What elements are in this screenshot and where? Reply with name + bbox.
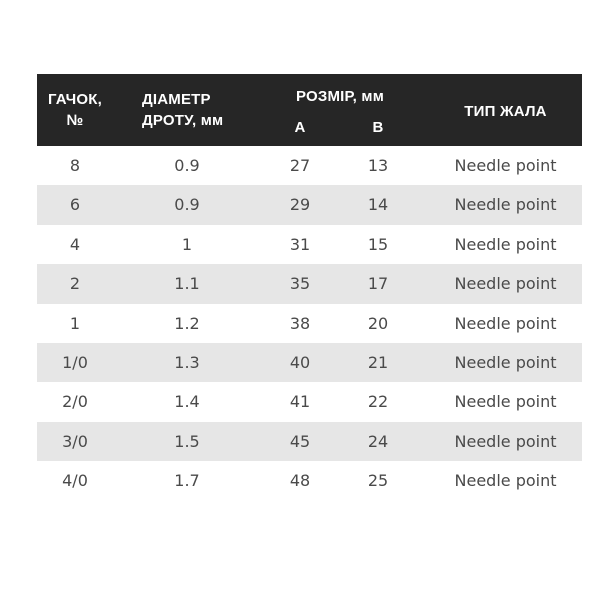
table-row bbox=[37, 225, 582, 264]
cell-size-b: 15 bbox=[367, 234, 389, 254]
cell-wire-diameter: 1.1 bbox=[174, 274, 200, 294]
table-row bbox=[37, 264, 582, 303]
cell-hook-number: 3/0 bbox=[62, 431, 88, 451]
table-row bbox=[37, 461, 582, 500]
table-row bbox=[37, 146, 582, 185]
cell-size-a: 35 bbox=[289, 274, 311, 294]
cell-size-b: 17 bbox=[367, 274, 389, 294]
cell-hook-number: 1 bbox=[69, 313, 81, 333]
header-hook-line-2: № bbox=[66, 112, 84, 129]
header-size-a: А bbox=[294, 119, 306, 136]
cell-wire-diameter: 1 bbox=[181, 234, 193, 254]
cell-size-b: 24 bbox=[367, 431, 389, 451]
cell-size-a: 29 bbox=[289, 195, 311, 215]
cell-size-a: 45 bbox=[289, 431, 311, 451]
cell-hook-number: 1/0 bbox=[62, 352, 88, 372]
cell-tip-type: Needle point bbox=[454, 313, 557, 333]
cell-size-a: 38 bbox=[289, 313, 311, 333]
cell-size-a: 41 bbox=[289, 392, 311, 412]
header-size: РОЗМІР, мм bbox=[296, 88, 384, 105]
table-row bbox=[37, 185, 582, 224]
cell-tip-type: Needle point bbox=[454, 156, 557, 175]
table-row bbox=[37, 343, 582, 382]
header-hook-line-1: ГАЧОК, bbox=[48, 91, 102, 108]
header-wire-diameter bbox=[142, 89, 223, 131]
cell-size-b: 14 bbox=[367, 195, 389, 215]
cell-hook-number: 2/0 bbox=[62, 392, 88, 412]
cell-hook-number: 8 bbox=[69, 156, 81, 175]
table-header bbox=[37, 74, 582, 146]
cell-size-b: 25 bbox=[367, 471, 389, 491]
header-wire-line-1: ДІАМЕТР bbox=[142, 91, 211, 108]
cell-wire-diameter: 1.7 bbox=[174, 471, 200, 491]
cell-size-b: 13 bbox=[367, 156, 389, 175]
cell-size-a: 27 bbox=[289, 156, 311, 175]
cell-tip-type: Needle point bbox=[454, 431, 557, 451]
cell-tip-type: Needle point bbox=[454, 392, 557, 412]
cell-wire-diameter: 1.3 bbox=[174, 352, 200, 372]
cell-wire-diameter: 1.2 bbox=[174, 313, 200, 333]
table-row bbox=[37, 382, 582, 421]
cell-size-b: 22 bbox=[367, 392, 389, 412]
cell-size-a: 31 bbox=[289, 234, 311, 254]
header-tip-type: ТИП ЖАЛА bbox=[464, 103, 547, 120]
cell-wire-diameter: 0.9 bbox=[174, 195, 200, 215]
header-size-b: В bbox=[372, 119, 384, 136]
cell-hook-number: 4 bbox=[69, 234, 81, 254]
cell-tip-type: Needle point bbox=[454, 352, 557, 372]
table-body bbox=[37, 146, 582, 501]
header-wire-line-2: ДРОТУ, мм bbox=[142, 112, 224, 129]
cell-tip-type: Needle point bbox=[454, 234, 557, 254]
cell-tip-type: Needle point bbox=[454, 471, 557, 491]
table-row bbox=[37, 422, 582, 461]
cell-wire-diameter: 0.9 bbox=[174, 156, 200, 175]
table-row bbox=[37, 304, 582, 343]
cell-hook-number: 6 bbox=[69, 195, 81, 215]
cell-tip-type: Needle point bbox=[454, 195, 557, 215]
hook-size-table bbox=[37, 74, 582, 501]
cell-wire-diameter: 1.5 bbox=[174, 431, 200, 451]
cell-size-a: 48 bbox=[289, 471, 311, 491]
cell-hook-number: 4/0 bbox=[62, 471, 88, 491]
cell-size-b: 21 bbox=[367, 352, 389, 372]
cell-size-b: 20 bbox=[367, 313, 389, 333]
cell-hook-number: 2 bbox=[69, 274, 81, 294]
cell-size-a: 40 bbox=[289, 352, 311, 372]
cell-wire-diameter: 1.4 bbox=[174, 392, 200, 412]
cell-tip-type: Needle point bbox=[454, 274, 557, 294]
header-hook-number bbox=[37, 89, 113, 131]
